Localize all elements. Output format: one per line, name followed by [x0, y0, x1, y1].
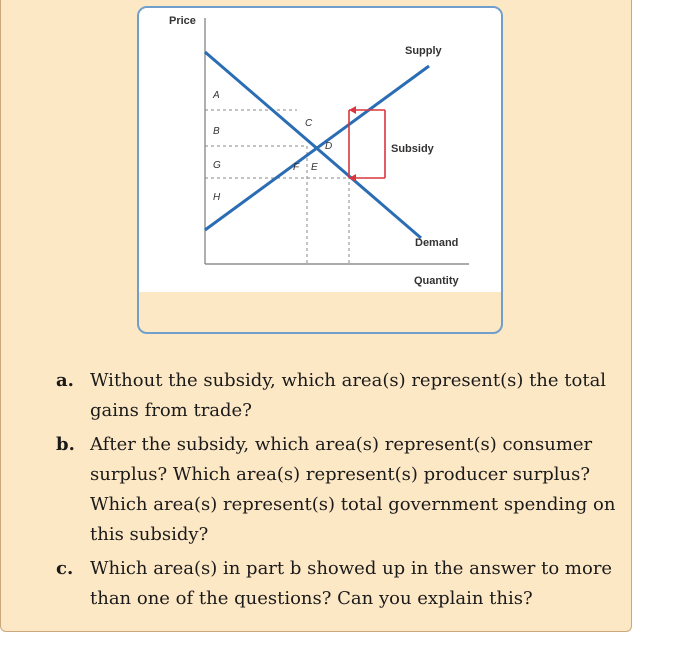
demand-curve	[205, 52, 421, 238]
area-label-c: C	[305, 118, 313, 129]
question-letter: a.	[56, 370, 74, 391]
area-label-a: A	[213, 90, 220, 101]
question-a	[56, 366, 626, 426]
demand-label: Demand	[415, 237, 459, 249]
area-label-f: F	[293, 162, 300, 173]
question-c	[56, 554, 626, 614]
question-letter: b.	[56, 434, 75, 455]
question-text: Which area(s) in part b showed up in the answer to more than one of the questions? Can you explain this?	[90, 558, 613, 609]
subsidy-label: Subsidy	[391, 143, 434, 155]
question-list	[56, 366, 626, 618]
supply-label: Supply	[405, 45, 442, 57]
subsidy-arrow-top	[349, 106, 356, 114]
area-label-g: G	[213, 160, 221, 171]
area-label-b: B	[213, 126, 220, 137]
area-label-e: E	[311, 162, 318, 173]
question-text: After the subsidy, which area(s) represent(s) consumer surplus? Which area(s) represent(s) producer surplus? Which area(s) represent(s) total government spending on this subsidy?	[90, 434, 616, 545]
graph-area	[139, 8, 501, 292]
area-label-d: D	[325, 141, 333, 152]
question-b	[56, 430, 626, 550]
area-label-h: H	[213, 192, 221, 203]
supply-demand-diagram	[139, 8, 501, 292]
question-letter: c.	[56, 558, 74, 579]
y-axis-label: Price	[169, 15, 196, 27]
question-text: Without the subsidy, which area(s) represent(s) the total gains from trade?	[90, 370, 607, 421]
figure-frame	[137, 6, 503, 334]
x-axis-label: Quantity	[414, 275, 459, 287]
